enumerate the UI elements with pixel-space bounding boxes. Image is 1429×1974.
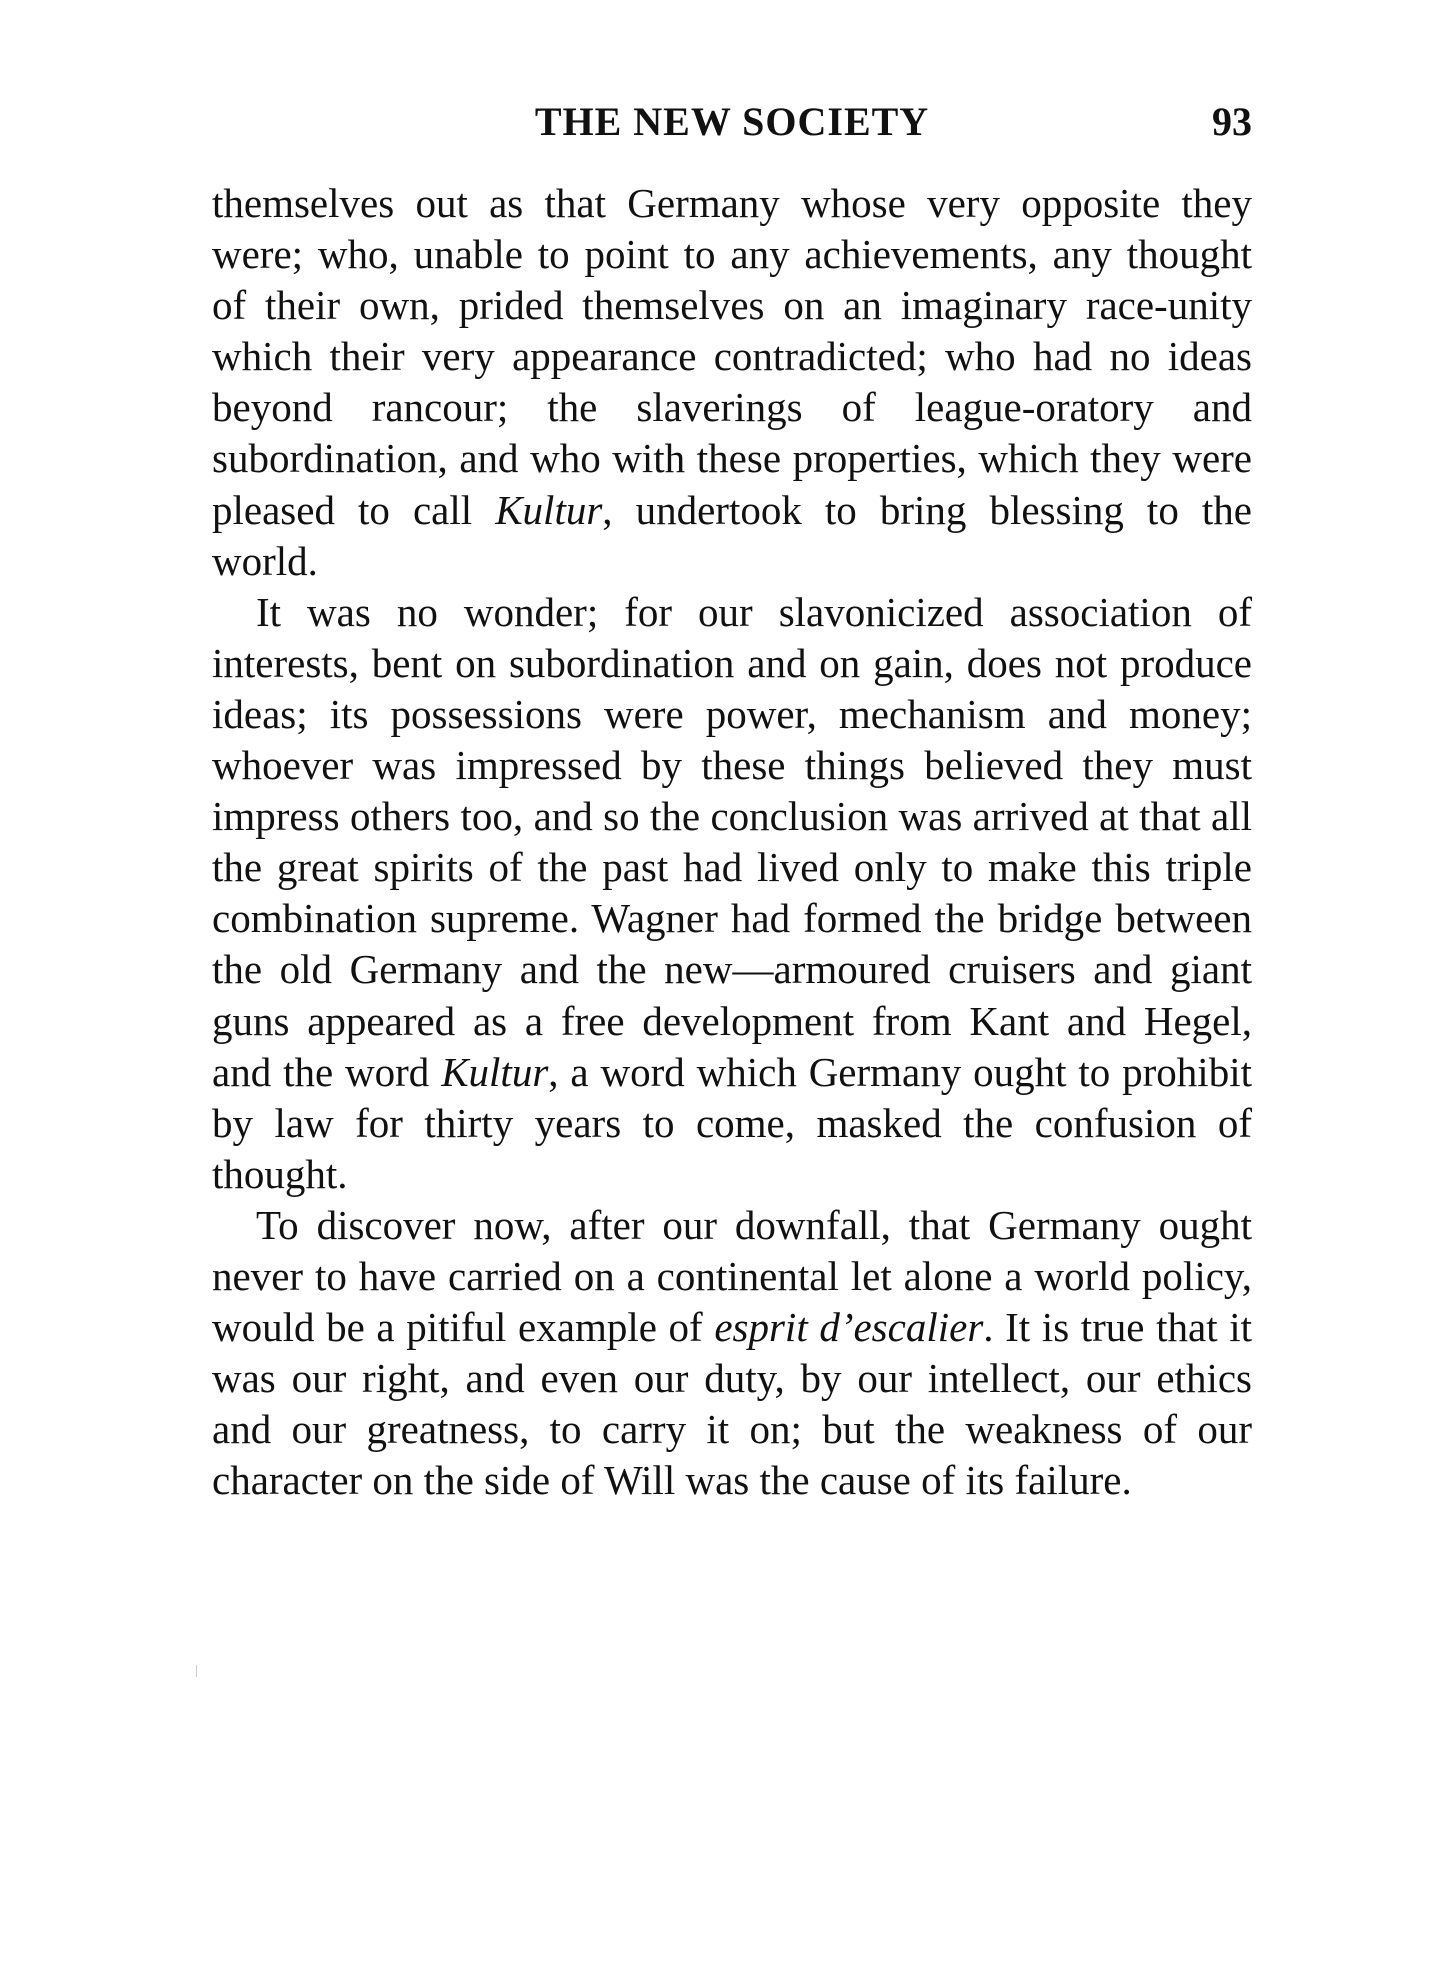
page-header — [212, 92, 1252, 152]
body-text — [212, 178, 1252, 1506]
paragraph-1 — [212, 178, 1252, 587]
italic-term-kultur: Kultur — [495, 486, 603, 533]
paragraph-3 — [212, 1200, 1252, 1507]
scan-mark — [196, 1665, 197, 1677]
paragraph-text: themselves out as that Germany whose very opposite they were; who, unable to point to any achievements, any thought of their own, prided themselves on an imaginary race-unity which their very appearance contradicted; who had no ideas beyond rancour; the slaverings of league-oratory and subordination, and who with these properties, which they were pleased to call — [212, 180, 1252, 533]
italic-term-esprit: esprit d’escalier — [714, 1304, 984, 1351]
paragraph-text: It was no wonder; for our slavonicized association of interests, bent on subordination and on gain, does not produce ideas; its possessions were power, mechanism and money; whoever was impressed by these things believed they must impress others too, and so the conclusion was arrived at that all the great spirits of the past had lived only to make this triple combination supreme. Wagner had formed the bridge between the old Germany and the new—armoured cruisers and giant guns appeared as a free development from Kant and Hegel, and the word — [212, 588, 1252, 1095]
italic-term-kultur: Kultur — [441, 1048, 549, 1095]
paragraph-text: To discover now, after our downfall, that Germany ought never to have carried on a continental let alone a world policy, would be a pitiful example of — [212, 1201, 1252, 1351]
paragraph-text: , a word which Germany ought to prohibit by law for thirty years to come, masked the confusion of thought. — [212, 1048, 1252, 1197]
paragraph-2 — [212, 587, 1252, 1200]
paragraph-text: , undertook to bring blessing to the world. — [212, 486, 1252, 584]
page-number: 93 — [1212, 99, 1252, 144]
running-head: THE NEW SOCIETY — [534, 99, 930, 144]
paragraph-text: . It is true that it was our right, and even our duty, by our intellect, our ethics and our greatness, to carry it on; but the weakness of our character on the side of Will was the cause of its failure. — [212, 1304, 1252, 1504]
